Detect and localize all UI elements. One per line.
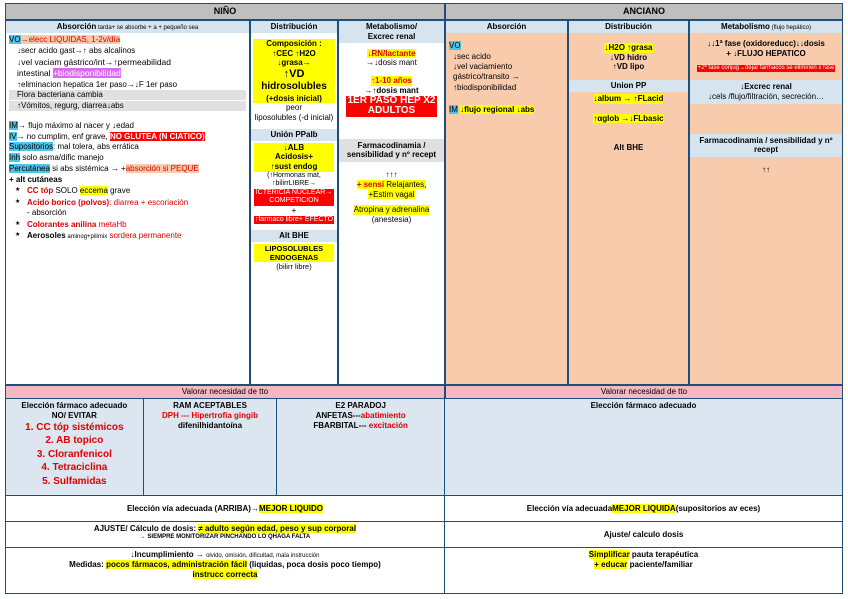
difenil-line: difenilhidantoína: [178, 420, 243, 430]
hidrosolubles: hidrosolubles: [261, 81, 327, 93]
ram-block: [144, 399, 278, 495]
rn-dosis: →↓dosis mant: [366, 58, 417, 68]
main-columns: [5, 20, 843, 385]
abs-line-2: ↓vel vaciam gástrico/int→↑permeabilidad: [17, 56, 172, 67]
nino-distribucion-title: Distribución: [251, 21, 337, 33]
list-item: ★ CC tóp SOLO eccema grave: [27, 186, 246, 196]
list-item: ★ Colorantes anilina metaHb: [27, 220, 246, 230]
fbarbital: FBARBITAL---: [313, 420, 367, 430]
farmacodinamia-nino: Farmacodinamia / sensibilidad y nº recept: [339, 139, 444, 163]
evitar-item: 4. Tetraciclina: [41, 462, 108, 473]
anciano-im-text: ↓flujo regional ↓abs: [460, 104, 535, 114]
eleccion-row: [5, 399, 843, 496]
evitar-item: 5. Sulfamidas: [42, 475, 107, 487]
atropina: Atropina y adrenalina: [353, 205, 430, 215]
mejor-liquido: MEJOR LIQUIDO: [258, 503, 323, 513]
nino-absorcion-title: Absorción tarda+ se absorbe + a + pequeño sea: [6, 21, 249, 33]
im-label: IM: [9, 120, 18, 130]
cutaneous-list: [9, 186, 246, 241]
anciano-union-pp: Union PP: [569, 80, 688, 92]
dph-line: DPH --- Hipertrofia gingib: [162, 410, 259, 420]
arrows-up: ↑↑↑: [385, 170, 398, 179]
monitorizar: → SIEMPRE MONITORIZAR PINCHANDO LO QHAGA FALTA: [139, 533, 311, 540]
evitar-item: 1. CC tóp sistémicos: [25, 421, 124, 433]
iv-text: → no cumplim, enf grave,: [16, 131, 108, 141]
vd-line: ↑VD: [283, 68, 305, 80]
ajuste-adulto: ≠ adulto según edad, peso y sup corporal: [198, 524, 357, 533]
alt-bhe-title: Alt BHE: [251, 230, 337, 242]
primer-paso-warning: 1ER PASO HEP X2 ADULTOS: [347, 94, 436, 116]
vo-note: →elecc LIQUIDAS, 1-2v/día: [20, 35, 121, 45]
union-ppalb-title: Unión PPalb: [251, 129, 337, 141]
anos-line: ↑1-10 años: [371, 76, 412, 85]
educar: + educar: [594, 559, 628, 569]
abs-line-5: ↑Vómitos, regurg, diarrea↓abs: [9, 101, 246, 111]
abs-line-1: ↓secr acido gast→↑ abs alcalinos: [17, 46, 136, 56]
abatimiento: abatimiento: [360, 410, 406, 420]
nino-metab-title: Metabolismo/: [365, 22, 418, 31]
anciano-abs-2: ↓vel vaciamiento gástrico/transito →: [453, 62, 520, 81]
ajuste-nino: AJUSTE/ Cálculo de dosis:: [93, 524, 199, 533]
anciano-im-label: IM: [449, 104, 458, 114]
farmaco-libre-warning: ↑farmaco libre+ EFECTO: [254, 215, 334, 223]
e2-block: [277, 399, 445, 495]
nino-metab-title2: Excrec renal: [367, 31, 416, 41]
liposolubles-line: liposolubles (-d inicial): [254, 113, 334, 123]
e2-title: E2 PARADOJ: [335, 401, 386, 410]
anciano-h2o: ↓H2O ↑grasa: [604, 42, 653, 52]
rn-lactante: ↓RN/lactante: [367, 48, 416, 58]
anciano-vd-hidro: ↓VD hidro: [609, 52, 648, 62]
alb-line: ↓ALB: [283, 142, 305, 152]
anciano-distribucion: [568, 20, 689, 385]
grasa-line: ↓grasa→: [277, 58, 311, 68]
nino-header: NIÑO: [5, 3, 445, 20]
medidas-label: Medidas:: [69, 560, 107, 570]
peor-label: peor: [285, 103, 302, 113]
abs-line-2b: intestinal: [17, 68, 51, 79]
anciano-excrec2: ↓cels /flujo/filtración, secreción…: [707, 91, 825, 101]
cec-line: ↑CEC ↑H2O: [272, 48, 316, 58]
ram-title: RAM ACEPTABLES: [173, 401, 247, 410]
iv-label: IV: [9, 131, 17, 141]
anciano-metabolismo: [689, 20, 843, 385]
instrucc: instrucc correcta: [192, 570, 258, 580]
anciano-excrec: ↓Excrec renal: [740, 82, 792, 92]
acidosis-line: Acidosis+: [274, 152, 313, 162]
via-anciano: Elección vía adecuada: [526, 503, 613, 513]
im-text: → flujo máximo al nacer y ↓edad: [17, 120, 134, 130]
vo-label: VO: [9, 35, 21, 45]
estim-vagal: +Estim vagal: [368, 189, 415, 199]
eleccion-title: Elección fármaco adecuado: [21, 401, 128, 410]
summary-sheet: [5, 3, 843, 599]
anciano-vo-label: VO: [449, 40, 461, 50]
biodisponibilidad-tag: +biodisponibilidad: [52, 68, 121, 79]
incumplimiento: ↓Incumplimiento →: [130, 550, 207, 559]
supositorios: (supositorios av eces): [675, 503, 761, 513]
inh-text: solo asma/dific manejo: [20, 153, 104, 163]
eleccion-anciano: Elección fármaco adecuado: [445, 399, 842, 495]
bilir-libre: (bilirr libre): [276, 262, 312, 272]
pauta: pauta terapéutica: [629, 550, 699, 559]
anciano-distribucion-title: Distribución: [569, 21, 688, 33]
dosis-inicial: (+dosis inicial): [266, 93, 322, 103]
via-nino: Elección vía adecuada (ARRIBA)→: [126, 503, 259, 513]
relajantes: Relajantes,: [384, 179, 427, 189]
via-row: [5, 496, 843, 522]
anciano-flujo: + ↓FLUJO HEPATICO: [726, 49, 806, 59]
plus-sign: +: [291, 205, 297, 215]
lipo-endogenas: LIPOSOLUBLES ENDOGENAS: [254, 244, 334, 262]
abs-line-4: Flora bacteriana cambia: [9, 90, 246, 100]
anciano-bhe: Alt BHE: [613, 143, 644, 153]
sensi-label: + sensi: [356, 179, 385, 189]
anciano-metab-title: Metabolismo: [721, 22, 770, 31]
abs-line-3: ↑eliminacion hepatica 1er paso→↓F 1er paso: [17, 79, 178, 89]
incumplimiento-row: [5, 548, 843, 594]
iv-warning: NO GLUTEA (N CIATICO): [109, 131, 205, 141]
anciano-1fase: ↓↓1ª fase (oxidoreducc)↓↓dosis: [707, 39, 825, 49]
hormonas-line: (↑Hormonas mat, ↑bilirrLIBRE→: [267, 171, 321, 188]
nino-distribucion: [250, 20, 338, 385]
composicion: Composición :: [266, 38, 322, 48]
anciano-abs-1: ↓sec acido: [453, 51, 491, 61]
alt-cutaneas: + alt cutáneas: [9, 174, 63, 184]
inh-label: Inh: [9, 153, 21, 163]
simplificar: Simplificar: [588, 550, 630, 559]
anciano-header: ANCIANO: [445, 3, 843, 20]
perc-label: Percutánea: [9, 163, 50, 173]
paciente: paciente/familiar: [627, 559, 693, 569]
ictericia-warning: ICTERICIA NUCLEAR→ COMPETICION: [255, 188, 333, 205]
ajuste-row: [5, 522, 843, 548]
sup-label: Supositorios: [9, 142, 54, 152]
ajuste-anciano: Ajuste/ calculo dosis: [603, 529, 684, 539]
medidas-highlight: pocos fármacos, administración fácil: [106, 560, 247, 570]
anciano-vd-lipo: ↑VD lipo: [612, 62, 645, 72]
medidas-detail: (liquidas, poca dosis poco tiempo): [247, 560, 381, 570]
anfetas: ANFETAS---: [315, 410, 361, 420]
anciano-absorcion: [445, 20, 568, 385]
valorar-bar: [5, 385, 843, 399]
perc-note: absorción si PEQUE: [125, 163, 199, 173]
evitar-item: 2. AB topico: [45, 435, 104, 446]
evitar-block: [6, 399, 144, 495]
anciano-abs-3: ↑biodisponibilidad: [453, 82, 517, 92]
sust-endog-line: ↑sust endog: [270, 162, 318, 172]
excitacion: excitación: [366, 420, 408, 430]
section-headers: [5, 3, 843, 20]
anciano-absorcion-title: Absorción: [446, 21, 567, 33]
anciano-aglob: ↑αglob →↓FLbasic: [593, 113, 664, 123]
valorar-anciano: Valorar necesidad de tto: [445, 385, 843, 399]
nino-metabolismo: [338, 20, 445, 385]
inc-causes: olvido, omisión, dificultad, mala instrucción: [206, 553, 320, 559]
mejor-liquida: MEJOR LIQUIDA: [612, 503, 676, 513]
farmacodinamia-anciano: Farmacodinamia / sensibilidad y nº recept: [690, 134, 842, 158]
anestesia: (anestesia): [371, 215, 412, 224]
anciano-2fase: +2ª fase conjug→dejar farmacos se eliminen x fase: [697, 64, 835, 71]
list-item: ★ Acido borico (polvos): diarrea + escoriación - absorción: [27, 198, 246, 218]
anos-dosis: →↑dosis mant: [364, 85, 419, 95]
perc-text: si abs sistémica → +: [49, 163, 126, 173]
anciano-arrows: ↑↑: [762, 165, 770, 175]
anciano-metab-note: (flujo hepático): [769, 25, 811, 31]
list-item: ★ Aerosoles aminog+pilimix sordera permanente: [27, 231, 246, 241]
evitar-item: 3. Cloranfenicol: [36, 448, 112, 460]
sup-text: : mal tolera, abs errática: [53, 142, 139, 152]
nino-absorcion: [5, 20, 250, 385]
anciano-album: ↓album → ↑FLacid: [593, 93, 664, 103]
valorar-nino: Valorar necesidad de tto: [5, 385, 445, 399]
evitar-label: NO/ EVITAR: [51, 410, 97, 420]
